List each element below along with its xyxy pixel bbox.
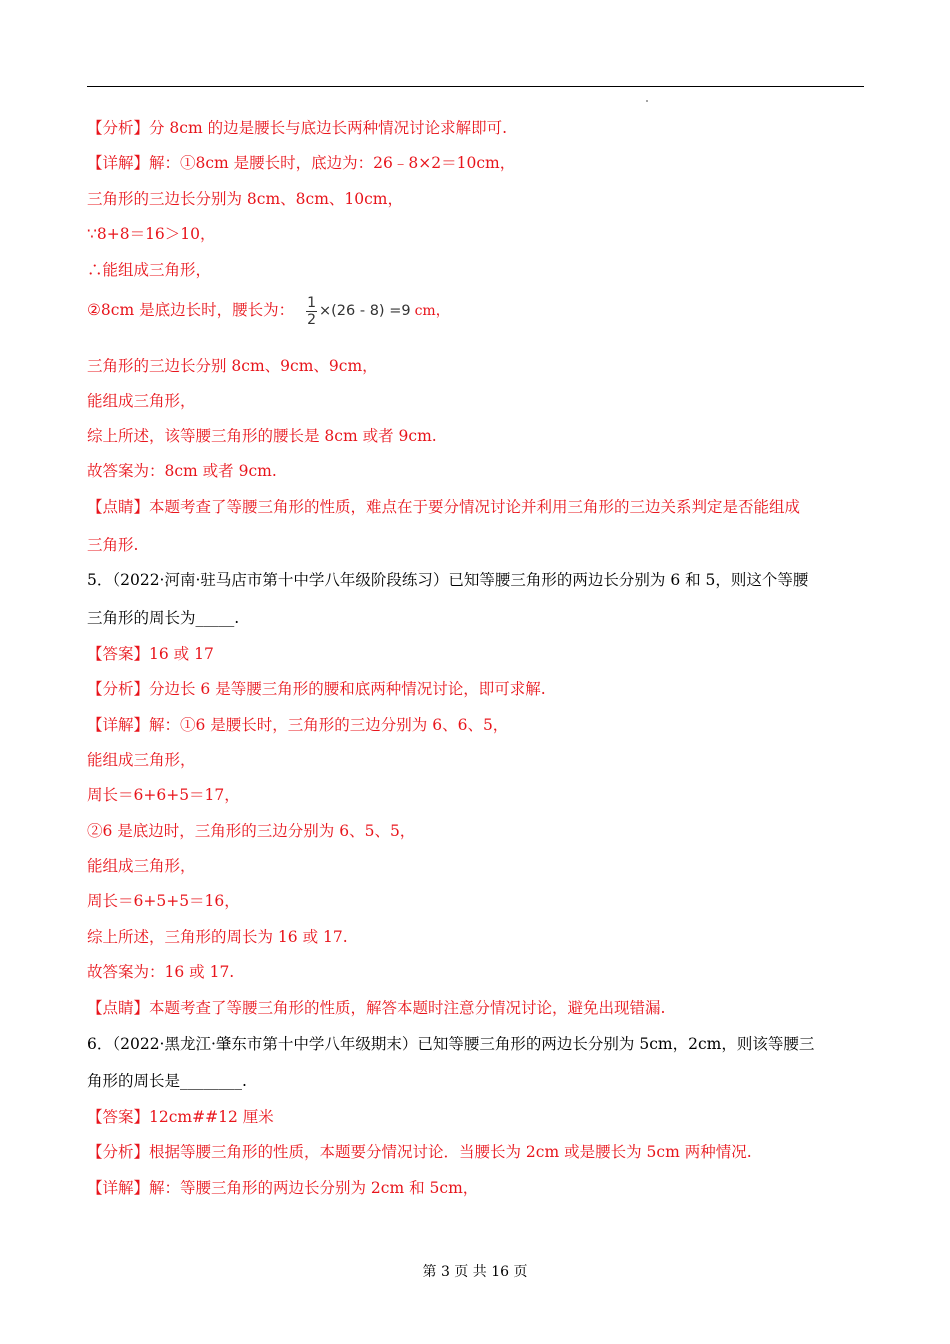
- text-line: 【详解】解：①8cm 是腰长时，底边为：26﹣8×2＝10cm，: [87, 154, 516, 172]
- formula-line: [87, 291, 450, 330]
- header-rule: [87, 86, 864, 87]
- text-line: 周长＝6+5+5＝16，: [87, 892, 240, 910]
- question-line: 6．（2022·黑龙江·肇东市第十中学八年级期末）已知等腰三角形的两边长分别为 5cm，2cm，则该等腰三: [87, 1035, 815, 1053]
- text-line: 【分析】分边长 6 是等腰三角形的腰和底两种情况讨论，即可求解.: [87, 680, 546, 698]
- text-line: 能组成三角形，: [87, 751, 196, 769]
- text-line: 【点睛】本题考查了等腰三角形的性质，解答本题时注意分情况讨论，避免出现错漏.: [87, 999, 666, 1017]
- text-line: 三角形的三边长分别为 8cm、8cm、10cm，: [87, 190, 404, 208]
- text-line: 故答案为：8cm 或者 9cm.: [87, 462, 277, 480]
- text-line: 【详解】解：等腰三角形的两边长分别为 2cm 和 5cm，: [87, 1179, 479, 1197]
- text-line: 故答案为：16 或 17.: [87, 963, 235, 981]
- question-line: 5．（2022·河南·驻马店市第十中学八年级阶段练习）已知等腰三角形的两边长分别为 6 和 5，则这个等腰: [87, 571, 809, 589]
- text-line: 三角形.: [87, 536, 139, 554]
- page-footer: 第 3 页 共 16 页: [422, 1264, 528, 1280]
- formula-unit: cm，: [414, 303, 450, 319]
- question-line: 三角形的周长为_____.: [87, 609, 240, 627]
- text-line: ∴能组成三角形，: [87, 261, 212, 279]
- text-line: 【详解】解：①6 是腰长时，三角形的三边分别为 6、6、5，: [87, 716, 509, 734]
- header-dot: [646, 100, 648, 102]
- text-line: 三角形的三边长分别 8cm、9cm、9cm，: [87, 357, 378, 375]
- text-line: 综上所述，三角形的周长为 16 或 17.: [87, 928, 348, 946]
- text-line: 【分析】分 8cm 的边是腰长与底边长两种情况讨论求解即可.: [87, 119, 508, 137]
- formula-intro: ②8cm 是底边长时，腰长为：: [87, 301, 295, 319]
- answer-line: 【答案】12cm##12 厘米: [87, 1108, 274, 1126]
- text-line: 能组成三角形，: [87, 392, 196, 410]
- text-line: 【点睛】本题考查了等腰三角形的性质，难点在于要分情况讨论并利用三角形的三边关系判定是否能组成: [87, 498, 801, 516]
- text-line: ∵8+8＝16＞10，: [87, 225, 216, 243]
- text-line: 综上所述，该等腰三角形的腰长是 8cm 或者 9cm.: [87, 427, 437, 445]
- text-line: 能组成三角形，: [87, 857, 196, 875]
- formula-expression: ×(26 - 8) =9: [319, 303, 411, 319]
- answer-line: 【答案】16 或 17: [87, 645, 214, 663]
- text-line: 周长＝6+6+5＝17，: [87, 786, 240, 804]
- text-line: 【分析】根据等腰三角形的性质，本题要分情况讨论．当腰长为 2cm 或是腰长为 5cm 两种情况.: [87, 1143, 752, 1161]
- fraction: [306, 295, 317, 328]
- question-line: 角形的周长是________.: [87, 1072, 247, 1090]
- fraction-denominator: 2: [307, 311, 316, 328]
- fraction-numerator: 1: [307, 294, 316, 311]
- text-line: ②6 是底边时，三角形的三边分别为 6、5、5，: [87, 822, 416, 840]
